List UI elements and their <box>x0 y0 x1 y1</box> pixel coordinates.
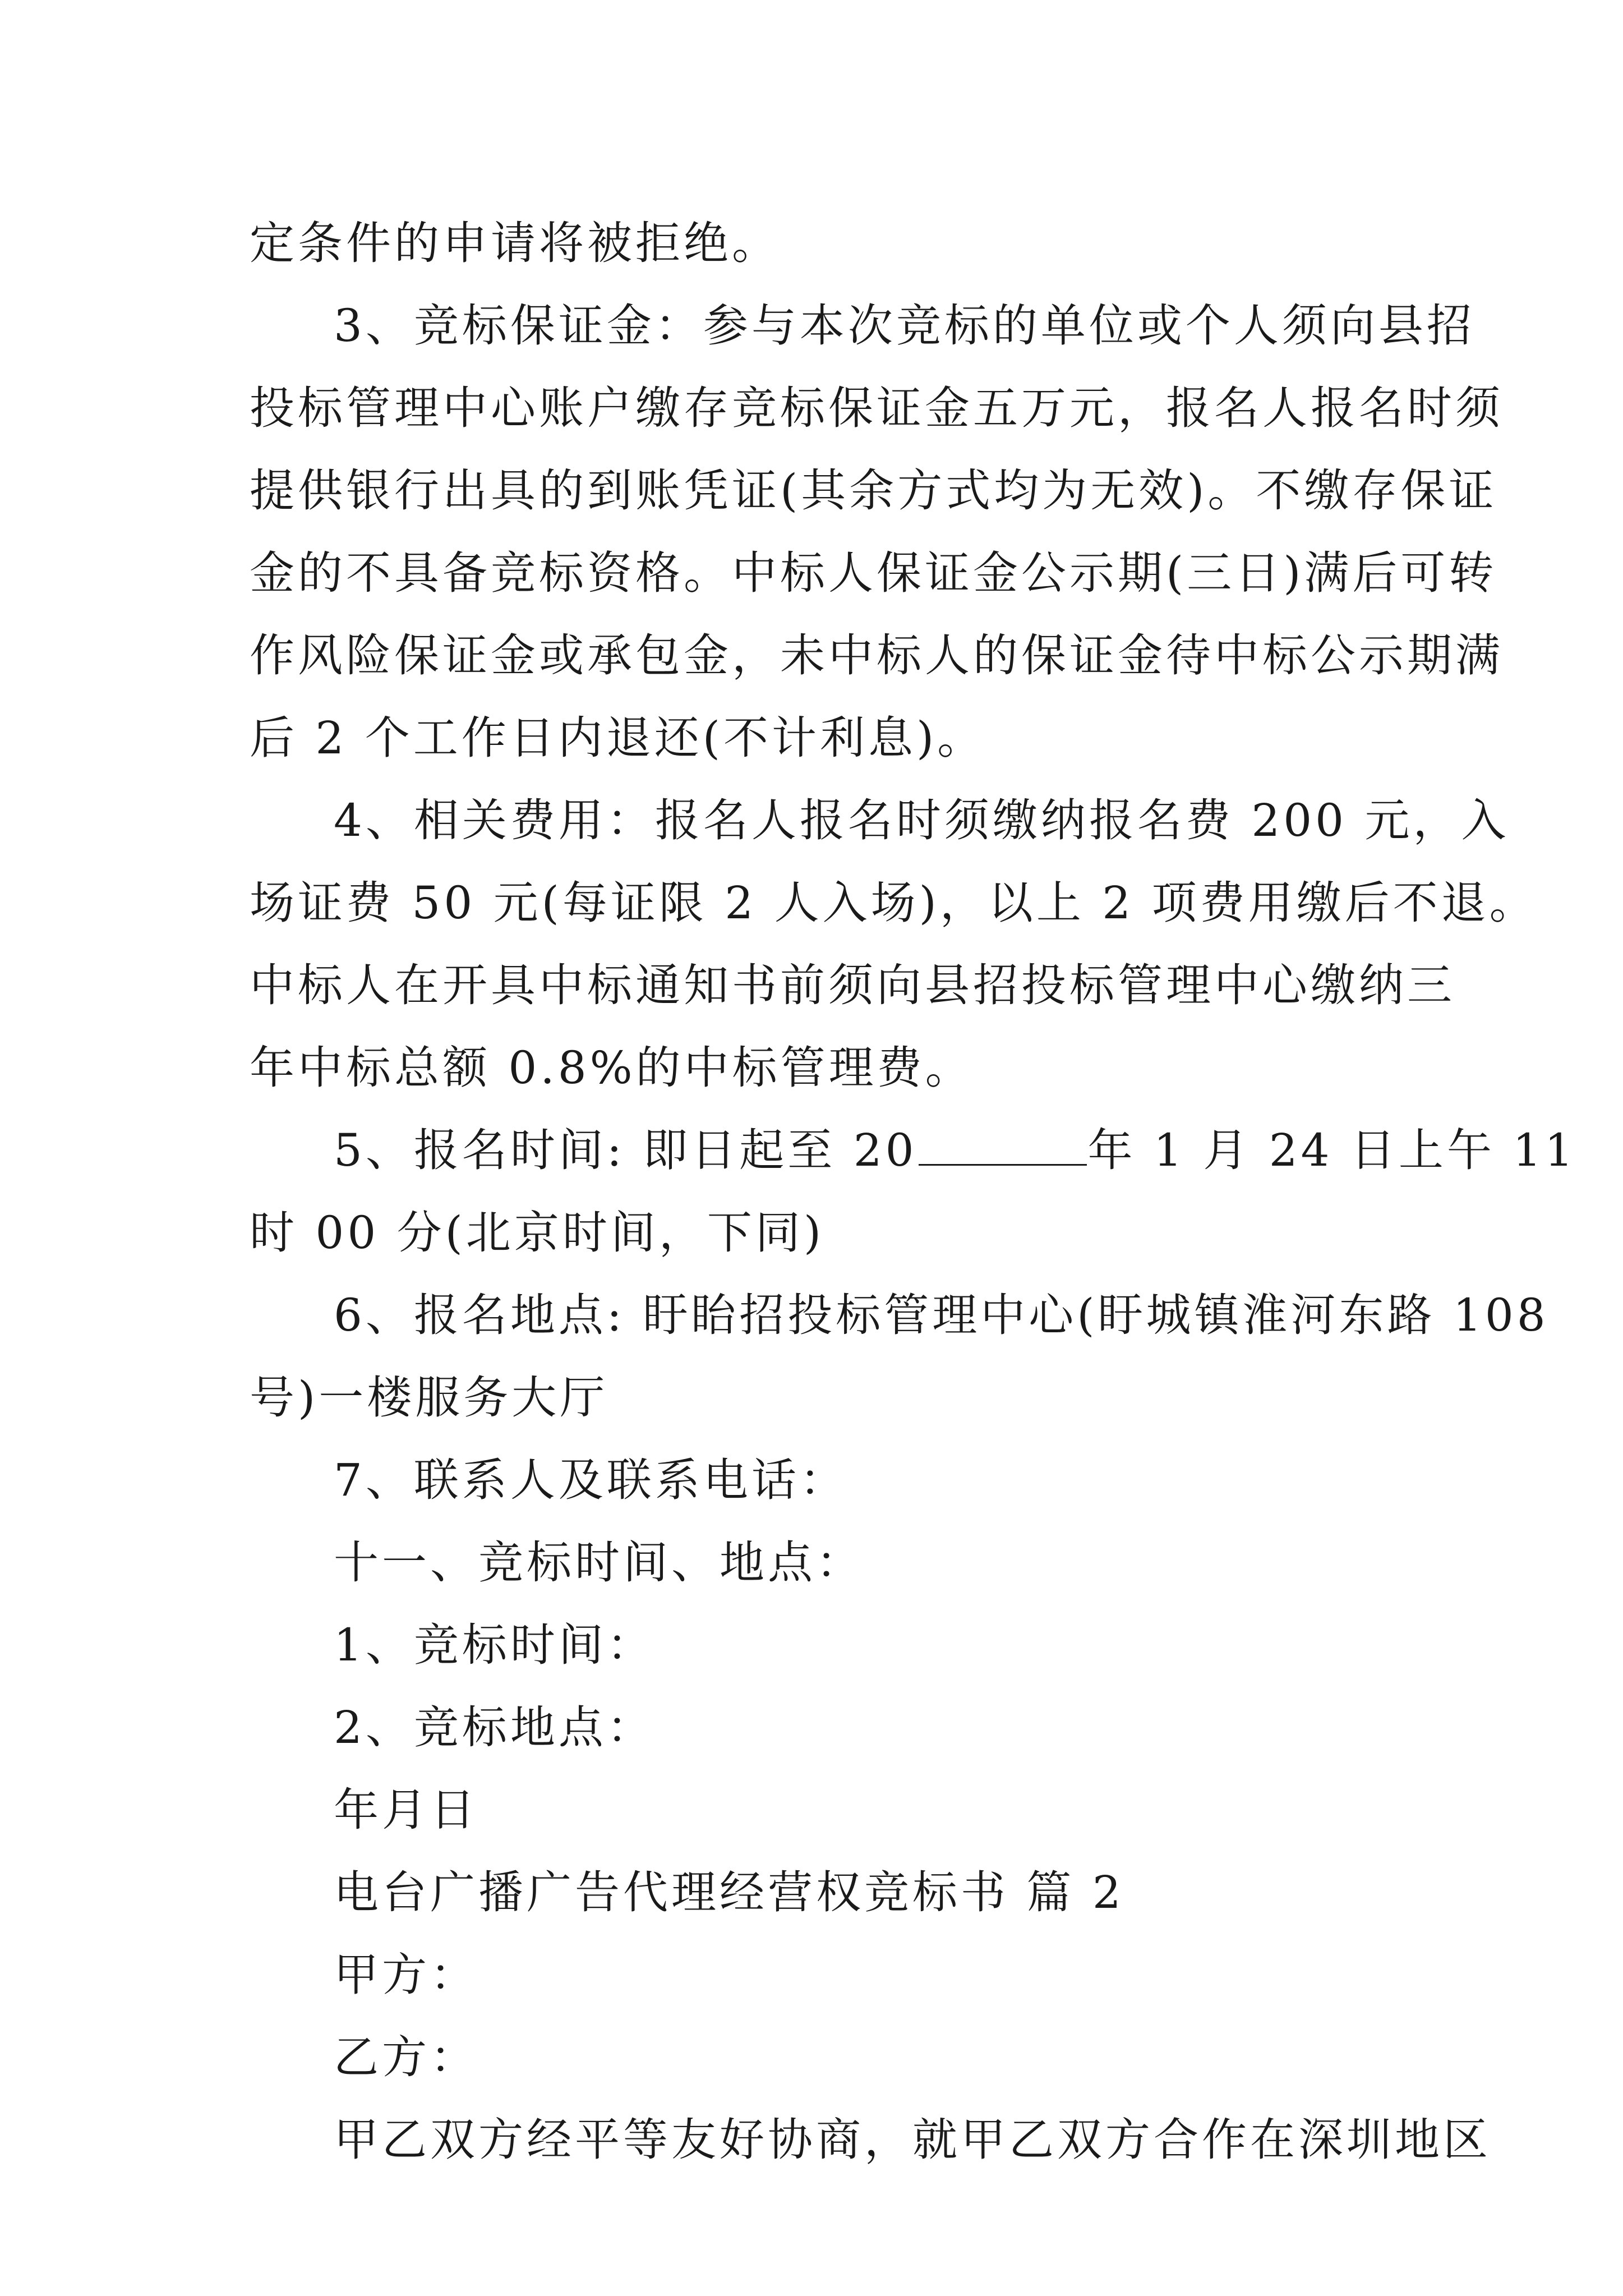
document-title: 电台广播广告代理经营权竞标书 篇 2 <box>334 1866 1124 1918</box>
paragraph-line: 时 00 分(北京时间，下同) <box>250 1207 825 1259</box>
paragraph-line: 甲乙双方经平等友好协商，就甲乙双方合作在深圳地区 <box>334 2114 1491 2166</box>
paragraph-line: 2、竞标地点： <box>334 1701 655 1754</box>
registration-time-prefix: 5、报名时间: 即日起至 20 <box>334 1124 917 1176</box>
paragraph-line: 投标管理中心账户缴存竞标保证金五万元，报名人报名时须 <box>250 382 1504 434</box>
paragraph-line: 4、相关费用：报名人报名时须缴纳报名费 200 元，入 <box>334 794 1510 846</box>
paragraph-line: 3、竞标保证金：参与本次竞标的单位或个人须向县招 <box>334 300 1475 352</box>
document-body <box>250 202 1577 2181</box>
paragraph-line: 后 2 个工作日内退还(不计利息)。 <box>250 712 986 764</box>
year-blank <box>919 1125 1087 1166</box>
paragraph-line: 定条件的申请将被拒绝。 <box>250 217 780 269</box>
date-line: 年月日 <box>334 1784 478 1836</box>
registration-time-suffix: 年 1 月 24 日上午 11 <box>1087 1124 1577 1176</box>
paragraph-line: 作风险保证金或承包金，未中标人的保证金待中标公示期满 <box>250 629 1504 682</box>
paragraph-line: 1、竞标时间： <box>334 1619 655 1671</box>
paragraph-line-registration-time <box>250 1109 1577 1191</box>
paragraph-line: 6、报名地点: 盱眙招投标管理中心(盱城镇淮河东路 108 <box>334 1289 1549 1341</box>
paragraph-line: 场证费 50 元(每证限 2 人入场)，以上 2 项费用缴后不退。 <box>250 877 1538 929</box>
section-heading: 十一、竞标时间、地点： <box>334 1536 864 1589</box>
party-b-line: 乙方： <box>334 2031 478 2083</box>
paragraph-line: 金的不具备竞标资格。中标人保证金公示期(三日)满后可转 <box>250 547 1497 599</box>
party-a-line: 甲方： <box>334 1949 478 2001</box>
paragraph-line: 号)一楼服务大厅 <box>250 1372 608 1424</box>
paragraph-line: 年中标总额 0.8%的中标管理费。 <box>250 1042 974 1094</box>
paragraph-line: 提供银行出具的到账凭证(其余方式均为无效)。不缴存保证 <box>250 464 1497 517</box>
paragraph-line: 7、联系人及联系电话： <box>334 1454 848 1506</box>
paragraph-line: 中标人在开具中标通知书前须向县招投标管理中心缴纳三 <box>250 959 1455 1011</box>
